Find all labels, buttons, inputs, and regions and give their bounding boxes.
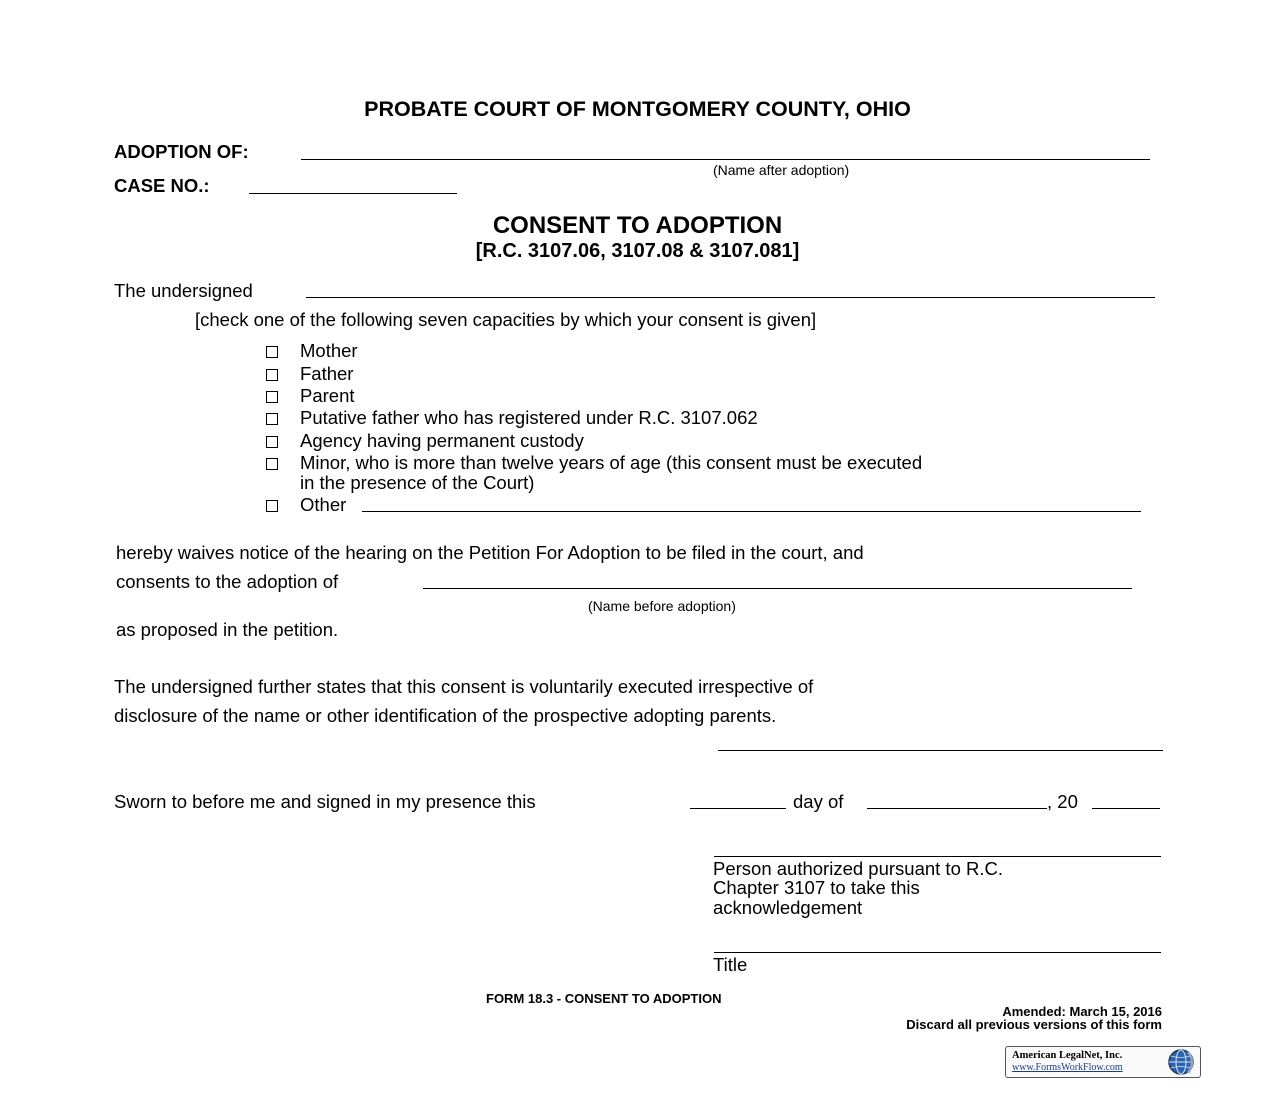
adoption-of-label: ADOPTION OF: [114,141,249,162]
court-title: PROBATE COURT OF MONTGOMERY COUNTY, OHIO [364,97,911,121]
further-states-1: The undersigned further states that this consent is voluntarily executed irrespective of [114,676,814,697]
name-before-field[interactable] [423,588,1132,589]
undersigned-name-field[interactable] [306,297,1155,298]
capacity-minor-cont: in the presence of the Court) [300,472,535,493]
globe-icon [1166,1048,1196,1076]
title-line[interactable] [714,952,1161,953]
discard-notice: Discard all previous versions of this form [906,1017,1162,1032]
checkbox-father[interactable] [266,369,278,381]
checkbox-mother[interactable] [266,346,278,358]
authorized-text-3: acknowledgement [713,897,863,918]
checkbox-agency[interactable] [266,436,278,448]
day-field[interactable] [690,808,786,809]
other-field[interactable] [362,511,1141,512]
name-before-caption: (Name before adoption) [588,598,736,614]
waiver-text-1: hereby waives notice of the hearing on the Petition For Adoption to be filed in the court, and [116,542,864,563]
amended-date: Amended: March 15, 2016 [1002,1004,1162,1019]
authorized-text-1: Person authorized pursuant to R.C. [713,858,1003,879]
year-field[interactable] [1092,808,1160,809]
authorized-text-2: Chapter 3107 to take this [713,877,920,898]
american-legalnet-logo[interactable] [1005,1046,1201,1078]
case-no-label: CASE NO.: [114,175,210,196]
authorized-signature-line[interactable] [714,856,1161,857]
waiver-text-2: consents to the adoption of [116,571,339,592]
further-states-2: disclosure of the name or other identification of the prospective adopting parents. [114,705,777,726]
capacity-agency: Agency having permanent custody [300,430,584,451]
adoption-of-field[interactable] [301,159,1150,160]
capacity-mother: Mother [300,340,358,361]
capacity-parent: Parent [300,385,355,406]
statute-reference: [R.C. 3107.06, 3107.08 & 3107.081] [475,240,800,262]
case-no-field[interactable] [249,193,457,194]
day-of-text: day of [793,791,844,812]
checkbox-minor[interactable] [266,458,278,470]
capacity-putative-father: Putative father who has registered under R.C. 3107.062 [300,407,758,428]
checkbox-putative-father[interactable] [266,413,278,425]
year-prefix-text: , 20 [1047,791,1078,812]
name-after-caption: (Name after adoption) [713,162,850,178]
sworn-text: Sworn to before me and signed in my presence this [114,791,536,812]
check-instruction: [check one of the following seven capacities by which your consent is given] [195,309,817,330]
capacity-father: Father [300,363,354,384]
capacity-other: Other [300,494,347,515]
form-title: CONSENT TO ADOPTION [492,212,783,239]
title-label: Title [713,954,748,975]
signature-line[interactable] [718,750,1163,751]
logo-company-name: American LegalNet, Inc. [1012,1050,1123,1061]
capacity-minor: Minor, who is more than twelve years of age (this consent must be executed [300,452,923,473]
undersigned-label: The undersigned [114,280,253,301]
form-footer: FORM 18.3 - CONSENT TO ADOPTION [486,991,722,1006]
checkbox-parent[interactable] [266,391,278,403]
as-proposed-text: as proposed in the petition. [116,619,339,640]
checkbox-other[interactable] [266,500,278,512]
logo-url[interactable]: www.FormsWorkFlow.com [1012,1062,1123,1073]
month-field[interactable] [867,808,1047,809]
